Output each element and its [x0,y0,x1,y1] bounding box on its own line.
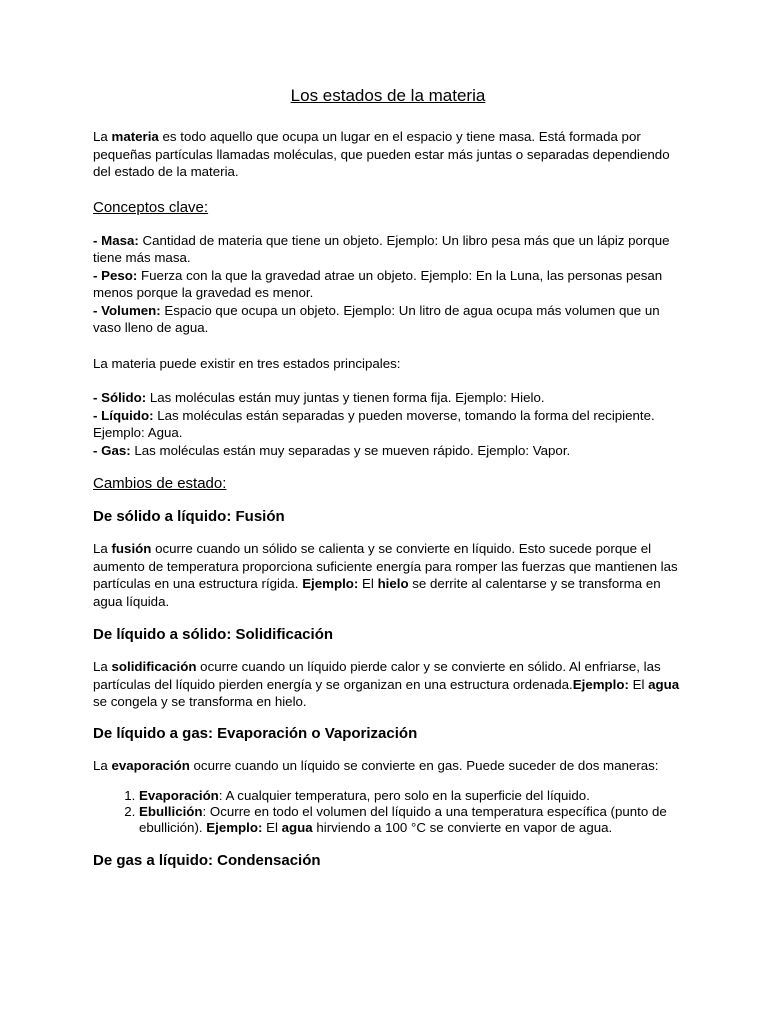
definition-text: Fuerza con la que la gravedad atrae un objeto. Ejemplo: En la Luna, las personas pesan menos porque la gravedad es menor. [93,267,663,300]
evaporacion-list [93,788,683,836]
bold-term: Ejemplo: [572,676,629,692]
text-run: se congela y se transforma en hielo. [93,694,307,709]
list-item [139,788,683,804]
definition-volumen [93,302,683,337]
text-run: ocurre cuando un líquido pierde calor y se convierte en sólido. Al enfriarse, las partículas del líquido pierden energía y se organizan en una estructura ordenada. [93,659,661,692]
condensacion-heading: De gas a líquido: Condensación [93,852,321,869]
fusion-heading: De sólido a líquido: Fusión [93,508,285,525]
bold-term: evaporación [111,757,190,773]
bold-term: Evaporación [139,788,219,803]
definition-term: - Masa: [93,232,139,248]
solidificacion-heading: De líquido a sólido: Solidificación [93,626,334,643]
text-run: : Ocurre en todo el volumen del líquido a una temperatura específica (punto de ebullición). [139,804,667,835]
evaporacion-heading: De líquido a gas: Evaporación o Vaporización [93,724,418,742]
text-run: La [93,659,112,674]
text-run: La [93,541,112,556]
state-text: Las moléculas están muy juntas y tienen forma fija. Ejemplo: Hielo. [146,390,545,405]
intro-bold-term: materia [111,129,159,144]
solidificacion-paragraph [93,658,683,711]
bold-term: Ebullición [139,804,203,819]
bold-term: fusión [111,541,152,556]
text-run: ocurre cuando un sólido se calienta y se convierte en líquido. Esto sucede porque el aumento de temperatura proporciona suficiente energía para romper las fuerzas que mantienen las partículas en una estructura rígida. [93,541,678,591]
bold-term: agua [281,820,313,835]
text-run: hirviendo a 100 °C se convierte en vapor de agua. [312,820,613,835]
states-list [93,389,683,459]
cambios-heading: Cambios de estado: [93,475,227,492]
state-text: Las moléculas están muy separadas y se mueven rápido. Ejemplo: Vapor. [130,442,571,458]
definition-term: - Peso: [93,267,138,283]
definition-masa [93,232,683,267]
intro-text: es todo aquello que ocupa un lugar en el espacio y tiene masa. Está formada por pequeñas partículas llamadas moléculas, que pueden estar más juntas o separadas dependiendo del estado de la materia. [93,129,670,179]
bold-term: Ejemplo: [206,820,263,835]
text-run: El [358,576,378,591]
text-run: La [93,757,112,773]
bold-term: hielo [377,576,409,591]
state-term: - Líquido: [93,407,154,423]
state-term: - Gas: [93,442,131,458]
definitions-list [93,232,683,337]
definition-peso [93,267,683,302]
intro-paragraph [93,128,683,181]
intro-text: La [93,129,112,144]
text-run: El [628,676,649,692]
page-title: Los estados de la materia [290,86,486,105]
state-solido [93,389,683,407]
states-lead: La materia puede existir en tres estados principales: [93,355,401,371]
text-run: ocurre cuando un líquido se convierte en gas. Puede suceder de dos maneras: [189,757,659,773]
definition-text: Cantidad de materia que tiene un objeto. Ejemplo: Un libro pesa más que un lápiz porque tiene más masa. [93,232,670,265]
text-run: El [262,820,282,835]
bold-term: Ejemplo: [302,576,359,591]
definition-text: Espacio que ocupa un objeto. Ejemplo: Un litro de agua ocupa más volumen que un vaso lleno de agua. [93,302,660,335]
state-liquido [93,407,683,442]
definition-term: - Volumen: [93,302,161,318]
bold-term: solidificación [111,659,197,674]
text-run: se derrite al calentarse y se transforma en agua líquida. [93,576,661,609]
state-gas [93,442,683,460]
text-run: : A cualquier temperatura, pero solo en la superficie del líquido. [218,788,590,803]
evaporacion-paragraph [93,757,683,775]
document-page [93,86,683,884]
fusion-paragraph [93,540,683,610]
bold-term: agua [648,676,680,692]
state-term: - Sólido: [93,390,147,405]
state-text: Las moléculas están separadas y pueden moverse, tomando la forma del recipiente. Ejemplo: Agua. [93,407,655,440]
conceptos-heading: Conceptos clave: [93,198,209,216]
list-item [139,804,683,836]
